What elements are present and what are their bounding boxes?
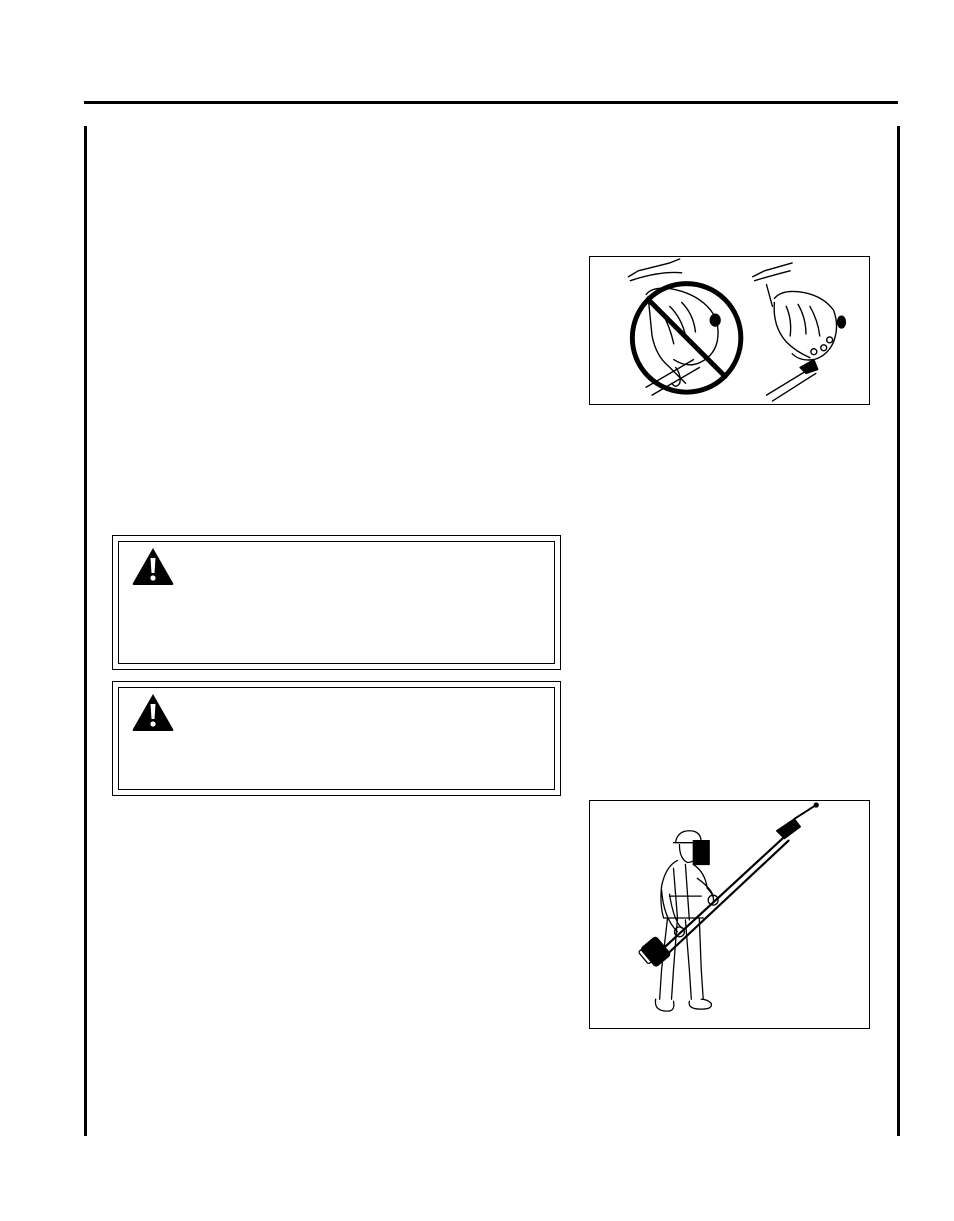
gloved-hand-grip-icon (590, 257, 869, 404)
warning-triangle-icon (131, 692, 175, 732)
right-margin-rule (897, 126, 900, 1136)
warning-box-frame (118, 687, 555, 790)
warning-box (112, 681, 561, 796)
warning-triangle-icon (131, 546, 175, 586)
operator-illustration (589, 800, 870, 1029)
grip-illustration (589, 256, 870, 405)
operator-with-pole-pruner-icon (590, 801, 869, 1028)
warning-box-frame (118, 541, 555, 664)
warning-box (112, 535, 561, 670)
left-margin-rule (84, 126, 87, 1136)
header-rule (84, 101, 898, 104)
